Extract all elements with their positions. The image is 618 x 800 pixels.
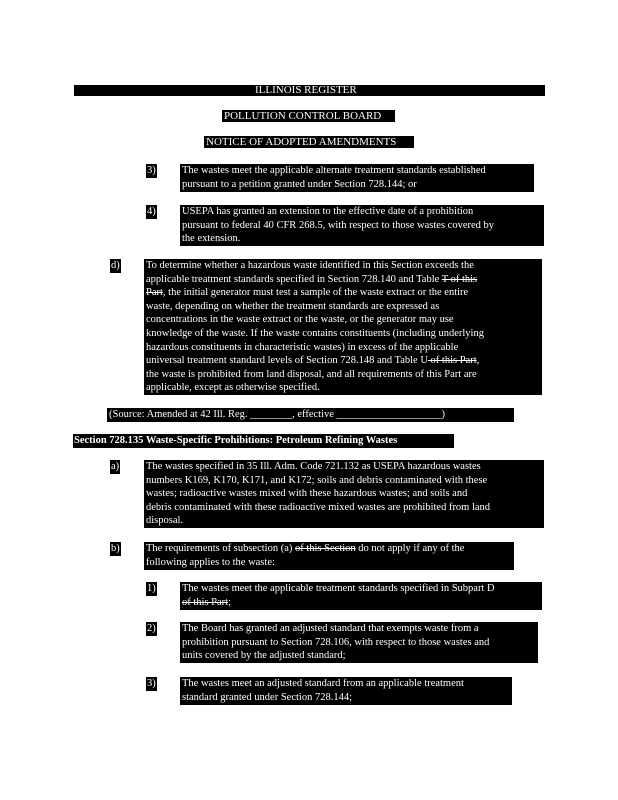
- para-b-label: b): [111, 543, 120, 554]
- notice-title: NOTICE OF ADOPTED AMENDMENTS: [206, 136, 397, 148]
- para-d-text: To determine whether a hazardous waste identified in this Section exceeds the applicable treatment standards specified in Section 728.140 and Table T of this Part, the initial generator must test a sample of the waste extract or the entire waste, depending on whether the treatment standards are expressed as concentrations in the waste extract or the waste, or the generator may use knowledge of the waste. If the waste contains constituents (including underlying hazardous constituents in characteristic wastes) in excess of the applicable universal treatment standard levels of Section 728.148 and Table U of this Part, the waste is prohibited from land disposal, and all requirements of this Part are applicable, except as otherwise specified.: [144, 259, 542, 395]
- sub-item-1-text: The wastes meet the applicable treatment standards specified in Subpart D of this Part;: [180, 582, 542, 610]
- item-3-text: The wastes meet the applicable alternate treatment standards established pursuant to a petition granted under Section 728.144; or: [180, 164, 534, 192]
- para-b-text: The requirements of subsection (a) of this Section do not apply if any of the following applies to the waste:: [144, 542, 514, 570]
- sub-item-1-label: 1): [147, 583, 156, 594]
- sub-item-2-text: The Board has granted an adjusted standard that exempts waste from a prohibition pursuant to Section 728.106, with respect to those wastes and units covered by the adjusted standard;: [180, 622, 538, 663]
- sub-item-3-label: 3): [147, 678, 156, 689]
- para-a-label: a): [111, 461, 120, 472]
- item-4-text: USEPA has granted an extension to the effective date of a prohibition pursuant to federal 40 CFR 268.5, with respect to those wastes covered by the extension.: [180, 205, 544, 246]
- sub-item-2-label: 2): [147, 623, 156, 634]
- item-4-label: 4): [147, 206, 156, 217]
- para-d-label: d): [111, 260, 120, 271]
- section-heading: Section 728.135 Waste-Specific Prohibitions: Petroleum Refining Wastes: [73, 434, 454, 448]
- item-3-label: 3): [147, 165, 156, 176]
- register-title: ILLINOIS REGISTER: [255, 84, 357, 96]
- board-title: POLLUTION CONTROL BOARD: [224, 110, 382, 122]
- para-a-text: The wastes specified in 35 Ill. Adm. Code 721.132 as USEPA hazardous wastes numbers K169, K170, K171, and K172; soils and debris contaminated with these wastes; radioactive wastes mixed with these hazardous wastes; and soils and debris contaminated with these radioactive mixed wastes are prohibited from land disposal.: [144, 460, 544, 528]
- source-note: (Source: Amended at 42 Ill. Reg. ________, effective ____________________): [107, 408, 514, 422]
- sub-item-3-text: The wastes meet an adjusted standard from an applicable treatment standard granted under Section 728.144;: [180, 677, 512, 705]
